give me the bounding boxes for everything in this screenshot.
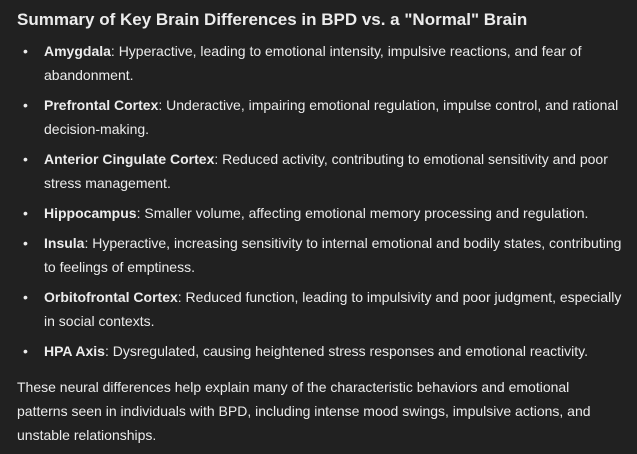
section-heading: Summary of Key Brain Differences in BPD vs. a "Normal" Brain	[17, 10, 528, 29]
list-item	[17, 285, 629, 333]
message-content	[17, 9, 629, 447]
item-term: Orbitofrontal Cortex	[44, 289, 178, 305]
item-description: : Reduced activity, contributing to emotional sensitivity and poor stress management.	[44, 151, 608, 191]
list-item	[17, 39, 629, 87]
bullet-icon: •	[23, 205, 28, 221]
item-description: : Dysregulated, causing heightened stress responses and emotional reactivity.	[104, 343, 588, 359]
list-item	[17, 93, 629, 141]
item-description: : Hyperactive, increasing sensitivity to internal emotional and bodily states, contributing to feelings of emptiness.	[44, 235, 622, 275]
item-term: Amygdala	[44, 43, 111, 59]
bullet-icon: •	[23, 343, 28, 359]
bullet-icon: •	[23, 289, 28, 305]
item-description: : Underactive, impairing emotional regulation, impulse control, and rational decision-making.	[44, 97, 619, 137]
list-item	[17, 339, 629, 363]
list-item	[17, 231, 629, 279]
item-description: : Reduced function, leading to impulsivity and poor judgment, especially in social contexts.	[44, 289, 622, 329]
item-description: : Smaller volume, affecting emotional memory processing and regulation.	[136, 205, 589, 221]
brain-differences-list	[17, 39, 629, 363]
bullet-icon: •	[23, 151, 28, 167]
summary-paragraph: These neural differences help explain many of the characteristic behaviors and emotional patterns seen in individuals with BPD, including intense mood swings, impulsive actions, and unstable relationships.	[17, 379, 591, 443]
item-term: Insula	[44, 235, 85, 251]
bullet-icon: •	[23, 43, 28, 59]
item-term: Anterior Cingulate Cortex	[44, 151, 215, 167]
list-item	[17, 147, 629, 195]
list-item	[17, 201, 629, 225]
item-term: Prefrontal Cortex	[44, 97, 159, 113]
item-term: HPA Axis	[44, 343, 105, 359]
bullet-icon: •	[23, 97, 28, 113]
item-description: : Hyperactive, leading to emotional intensity, impulsive reactions, and fear of abandonment.	[44, 43, 582, 83]
item-term: Hippocampus	[44, 205, 137, 221]
bullet-icon: •	[23, 235, 28, 251]
